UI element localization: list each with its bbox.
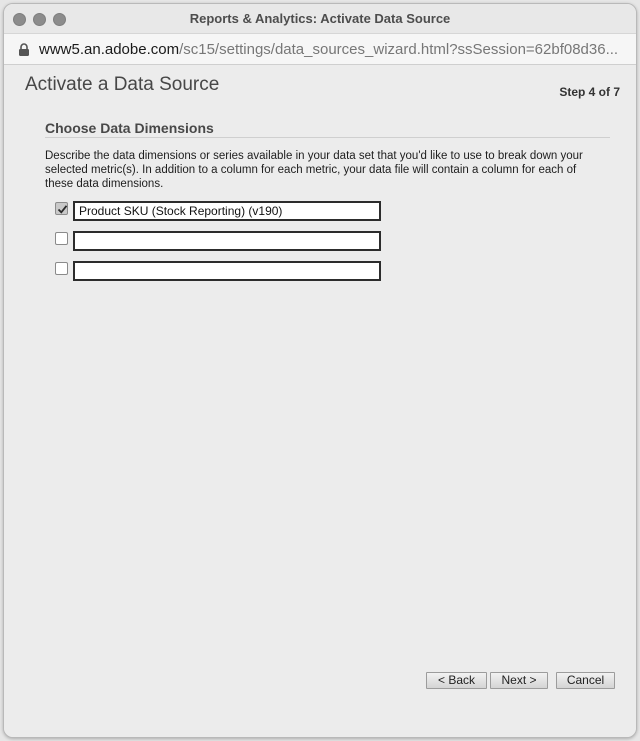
- url-host: www5.an.adobe.com: [39, 41, 180, 58]
- address-bar[interactable]: [4, 34, 636, 65]
- title-bar: [4, 4, 636, 34]
- step-indicator: Step 4 of 7: [559, 85, 620, 99]
- dimension-input-1[interactable]: [73, 201, 381, 221]
- section-title: Choose Data Dimensions: [45, 120, 214, 136]
- checkmark-icon: [57, 204, 68, 215]
- browser-window: [3, 3, 637, 738]
- cancel-button[interactable]: Cancel: [556, 672, 615, 689]
- dimension-checkbox-2[interactable]: [55, 232, 68, 245]
- dimension-input-2[interactable]: [73, 231, 381, 251]
- dimension-input-3[interactable]: [73, 261, 381, 281]
- back-button[interactable]: < Back: [426, 672, 487, 689]
- section-description: Describe the data dimensions or series available in your data set that you'd like to use to break down your selected metric(s). In addition to a column for each metric, your data file will contain a column for each of these data dimensions.: [45, 150, 583, 190]
- url-path: /sc15/settings/data_sources_wizard.html?ssSession=62bf08d36...: [179, 41, 619, 58]
- section-divider: [45, 137, 610, 138]
- url-text[interactable]: [39, 41, 629, 58]
- wizard-content: [4, 66, 636, 738]
- next-button[interactable]: Next >: [490, 672, 548, 689]
- dimension-checkbox-1[interactable]: [55, 202, 68, 215]
- page-title: Activate a Data Source: [25, 74, 220, 95]
- window-title: Reports & Analytics: Activate Data Source: [189, 11, 451, 26]
- dimension-checkbox-3[interactable]: [55, 262, 68, 275]
- lock-icon: [18, 43, 30, 56]
